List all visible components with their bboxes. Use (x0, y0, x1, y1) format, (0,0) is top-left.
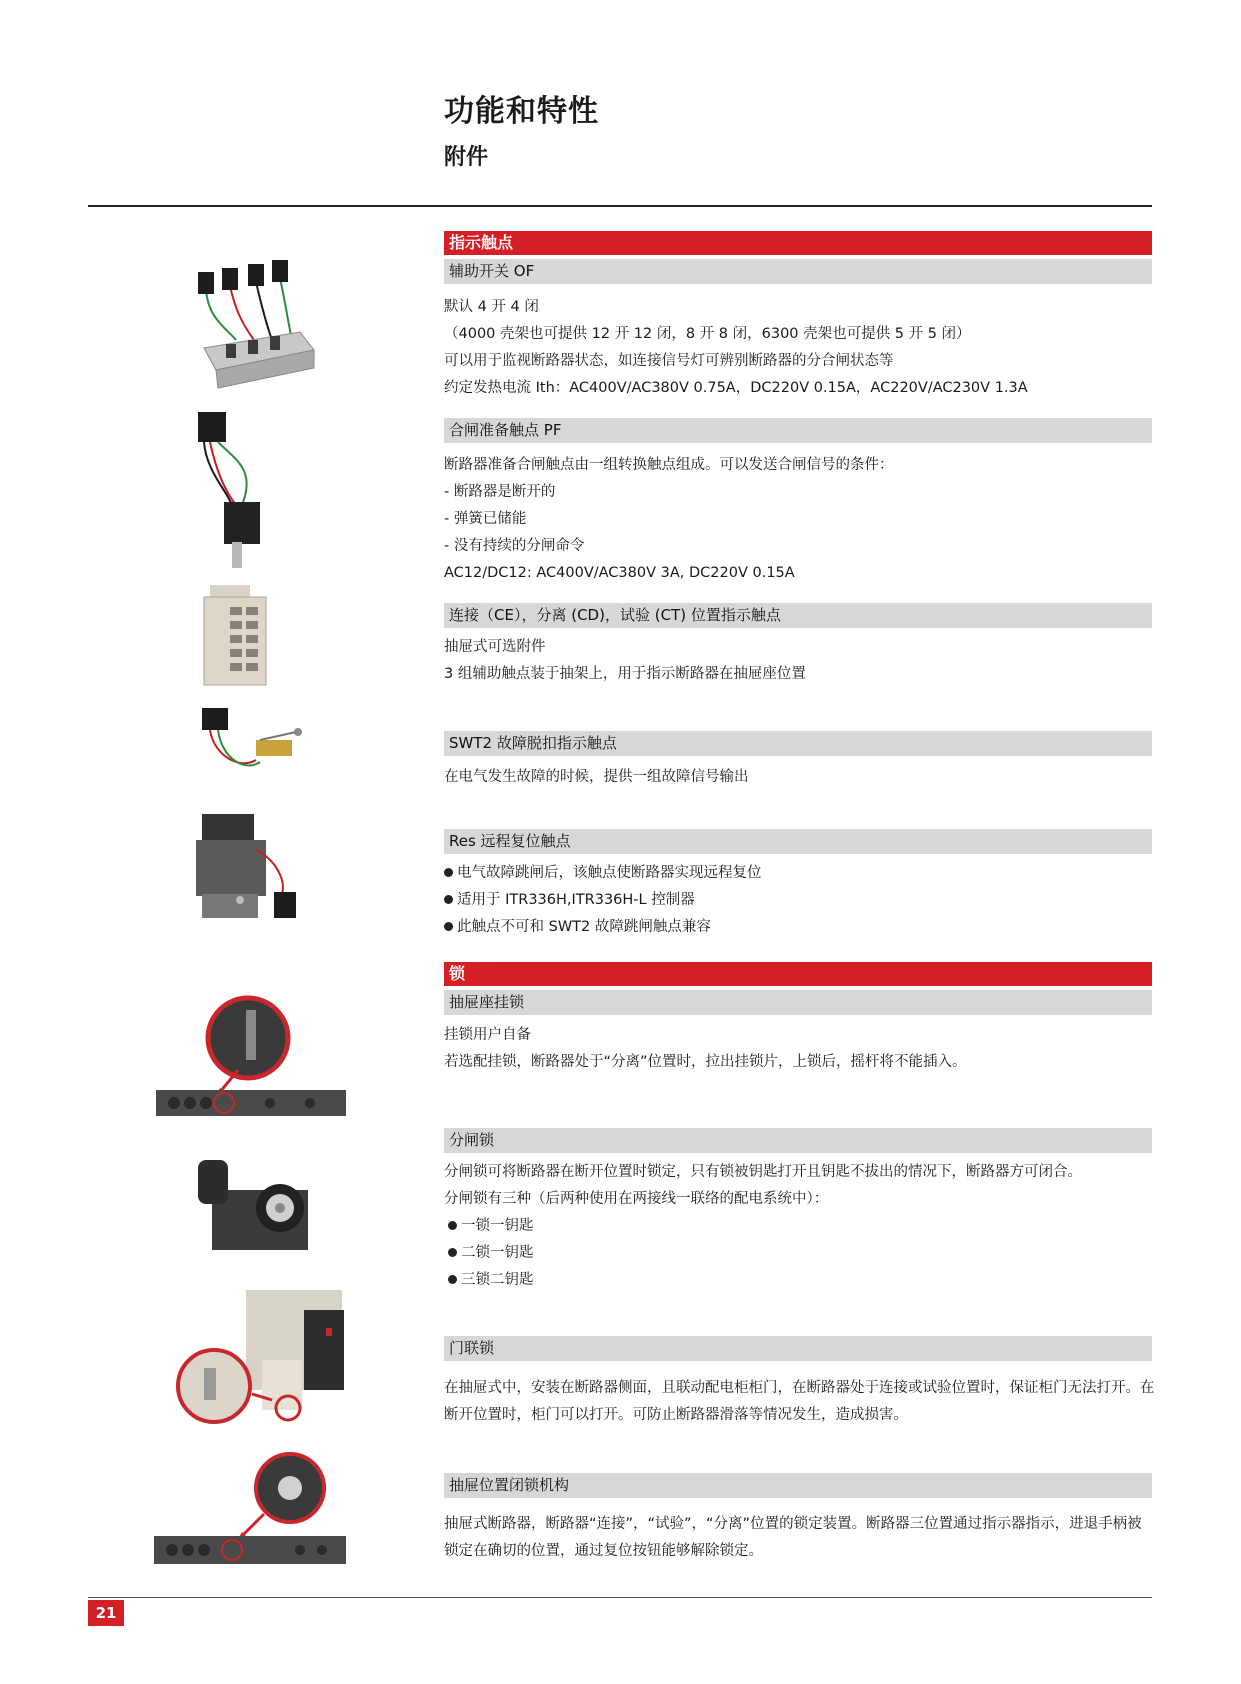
section-heading-drawer: 抽屉位置闭锁机构 (444, 1473, 1152, 1498)
section-body-door (444, 1375, 1156, 1429)
category-locks: 锁 (444, 962, 1152, 986)
section-body-drawer (444, 1511, 1156, 1565)
section-body-of (444, 294, 1156, 402)
position-contact-block-image (200, 585, 272, 687)
pf-line-4: - 没有持续的分闸命令 (444, 538, 585, 554)
of-line-1: 默认 4 开 4 闭 (444, 299, 539, 315)
section-body-swt2 (444, 764, 1156, 791)
section-heading-of: 辅助开关 OF (444, 259, 1152, 284)
section-body-openlock (444, 1159, 1156, 1294)
door-interlock-image (176, 1290, 346, 1438)
drawer-position-lock-image (150, 1450, 350, 1568)
of-auxiliary-switch-image (196, 258, 326, 390)
section-heading-ce: 连接（CE），分离 (CD)，试验 (CT) 位置指示触点 (444, 603, 1152, 628)
of-line-2: （4000 壳架也可提供 12 开 12 闭，8 开 8 闭，6300 壳架也可提供 5 开 5 闭） (444, 326, 971, 342)
category-indicator-contacts: 指示触点 (444, 231, 1152, 255)
section-heading-door: 门联锁 (444, 1336, 1152, 1361)
res-bullet-1: 电气故障跳闸后，该触点使断路器实现远程复位 (444, 860, 1156, 887)
page-number: 21 (88, 1600, 124, 1626)
section-heading-swt2: SWT2 故障脱扣指示触点 (444, 731, 1152, 756)
page-title: 功能和特性 (444, 94, 599, 129)
footer-divider (88, 1597, 1152, 1598)
pf-line-2: - 断路器是断开的 (444, 484, 556, 500)
of-line-3: 可以用于监视断路器状态，如连接信号灯可辨别断路器的分合闸状态等 (444, 353, 894, 369)
res-bullet-3: 此触点不可和 SWT2 故障跳闸触点兼容 (444, 914, 1156, 941)
section-heading-pf: 合闸准备触点 PF (444, 418, 1152, 443)
openlock-bullet-3: 三锁二钥匙 (444, 1267, 1156, 1294)
openlock-line-2: 分闸锁有三种（后两种使用在两接线一联络的配电系统中）： (444, 1191, 829, 1207)
header-divider (88, 205, 1152, 207)
swt2-contact-image (200, 706, 310, 778)
padlock-line-1: 挂锁用户自备 (444, 1027, 531, 1043)
pf-line-3: - 弹簧已储能 (444, 511, 527, 527)
openlock-bullet-2: 二锁一钥匙 (444, 1240, 1156, 1267)
drawer-text: 抽屉式断路器，断路器“连接”，“试验”，“分离”位置的锁定装置。断路器三位置通过指示器指示，进退手柄被锁定在确切的位置，通过复位按钮能够解除锁定。 (444, 1516, 1142, 1559)
ce-line-2: 3 组辅助触点装于抽架上，用于指示断路器在抽屉座位置 (444, 666, 806, 682)
openlock-bullet-1: 一锁一钥匙 (444, 1213, 1156, 1240)
door-text: 在抽屉式中，安装在断路器侧面，且联动配电柜柜门，在断路器处于连接或试验位置时，保证柜门无法打开。在断开位置时，柜门可以打开。可防止断路器滑落等情况发生，造成损害。 (444, 1380, 1155, 1423)
section-heading-res: Res 远程复位触点 (444, 829, 1152, 854)
page-subtitle: 附件 (444, 145, 489, 170)
ce-line-1: 抽屉式可选附件 (444, 639, 546, 655)
padlock-line-2: 若选配挂锁，断路器处于“分离”位置时，拉出挂锁片，上锁后，摇杆将不能插入。 (444, 1054, 967, 1070)
section-heading-padlock: 抽屉座挂锁 (444, 990, 1152, 1015)
section-heading-openlock: 分闸锁 (444, 1128, 1152, 1153)
res-contact-image (196, 810, 316, 925)
section-body-ce (444, 634, 1156, 688)
section-body-pf (444, 452, 1156, 587)
res-bullet-2: 适用于 ITR336H,ITR336H-L 控制器 (444, 887, 1156, 914)
key-lock-image (198, 1150, 318, 1260)
of-line-4: 约定发热电流 Ith：AC400V/AC380V 0.75A，DC220V 0.15A，AC220V/AC230V 1.3A (444, 380, 1028, 396)
pf-contact-image (196, 410, 276, 570)
section-body-res (444, 860, 1156, 941)
swt2-line-1: 在电气发生故障的时候，提供一组故障信号输出 (444, 769, 749, 785)
openlock-line-1: 分闸锁可将断路器在断开位置时锁定，只有锁被钥匙打开且钥匙不拔出的情况下，断路器方可闭合。 (444, 1164, 1082, 1180)
section-body-padlock (444, 1022, 1156, 1076)
pf-line-5: AC12/DC12: AC400V/AC380V 3A, DC220V 0.15A (444, 565, 795, 581)
pf-line-1: 断路器准备合闸触点由一组转换触点组成。可以发送合闸信号的条件： (444, 457, 894, 473)
padlock-image (150, 990, 350, 1120)
